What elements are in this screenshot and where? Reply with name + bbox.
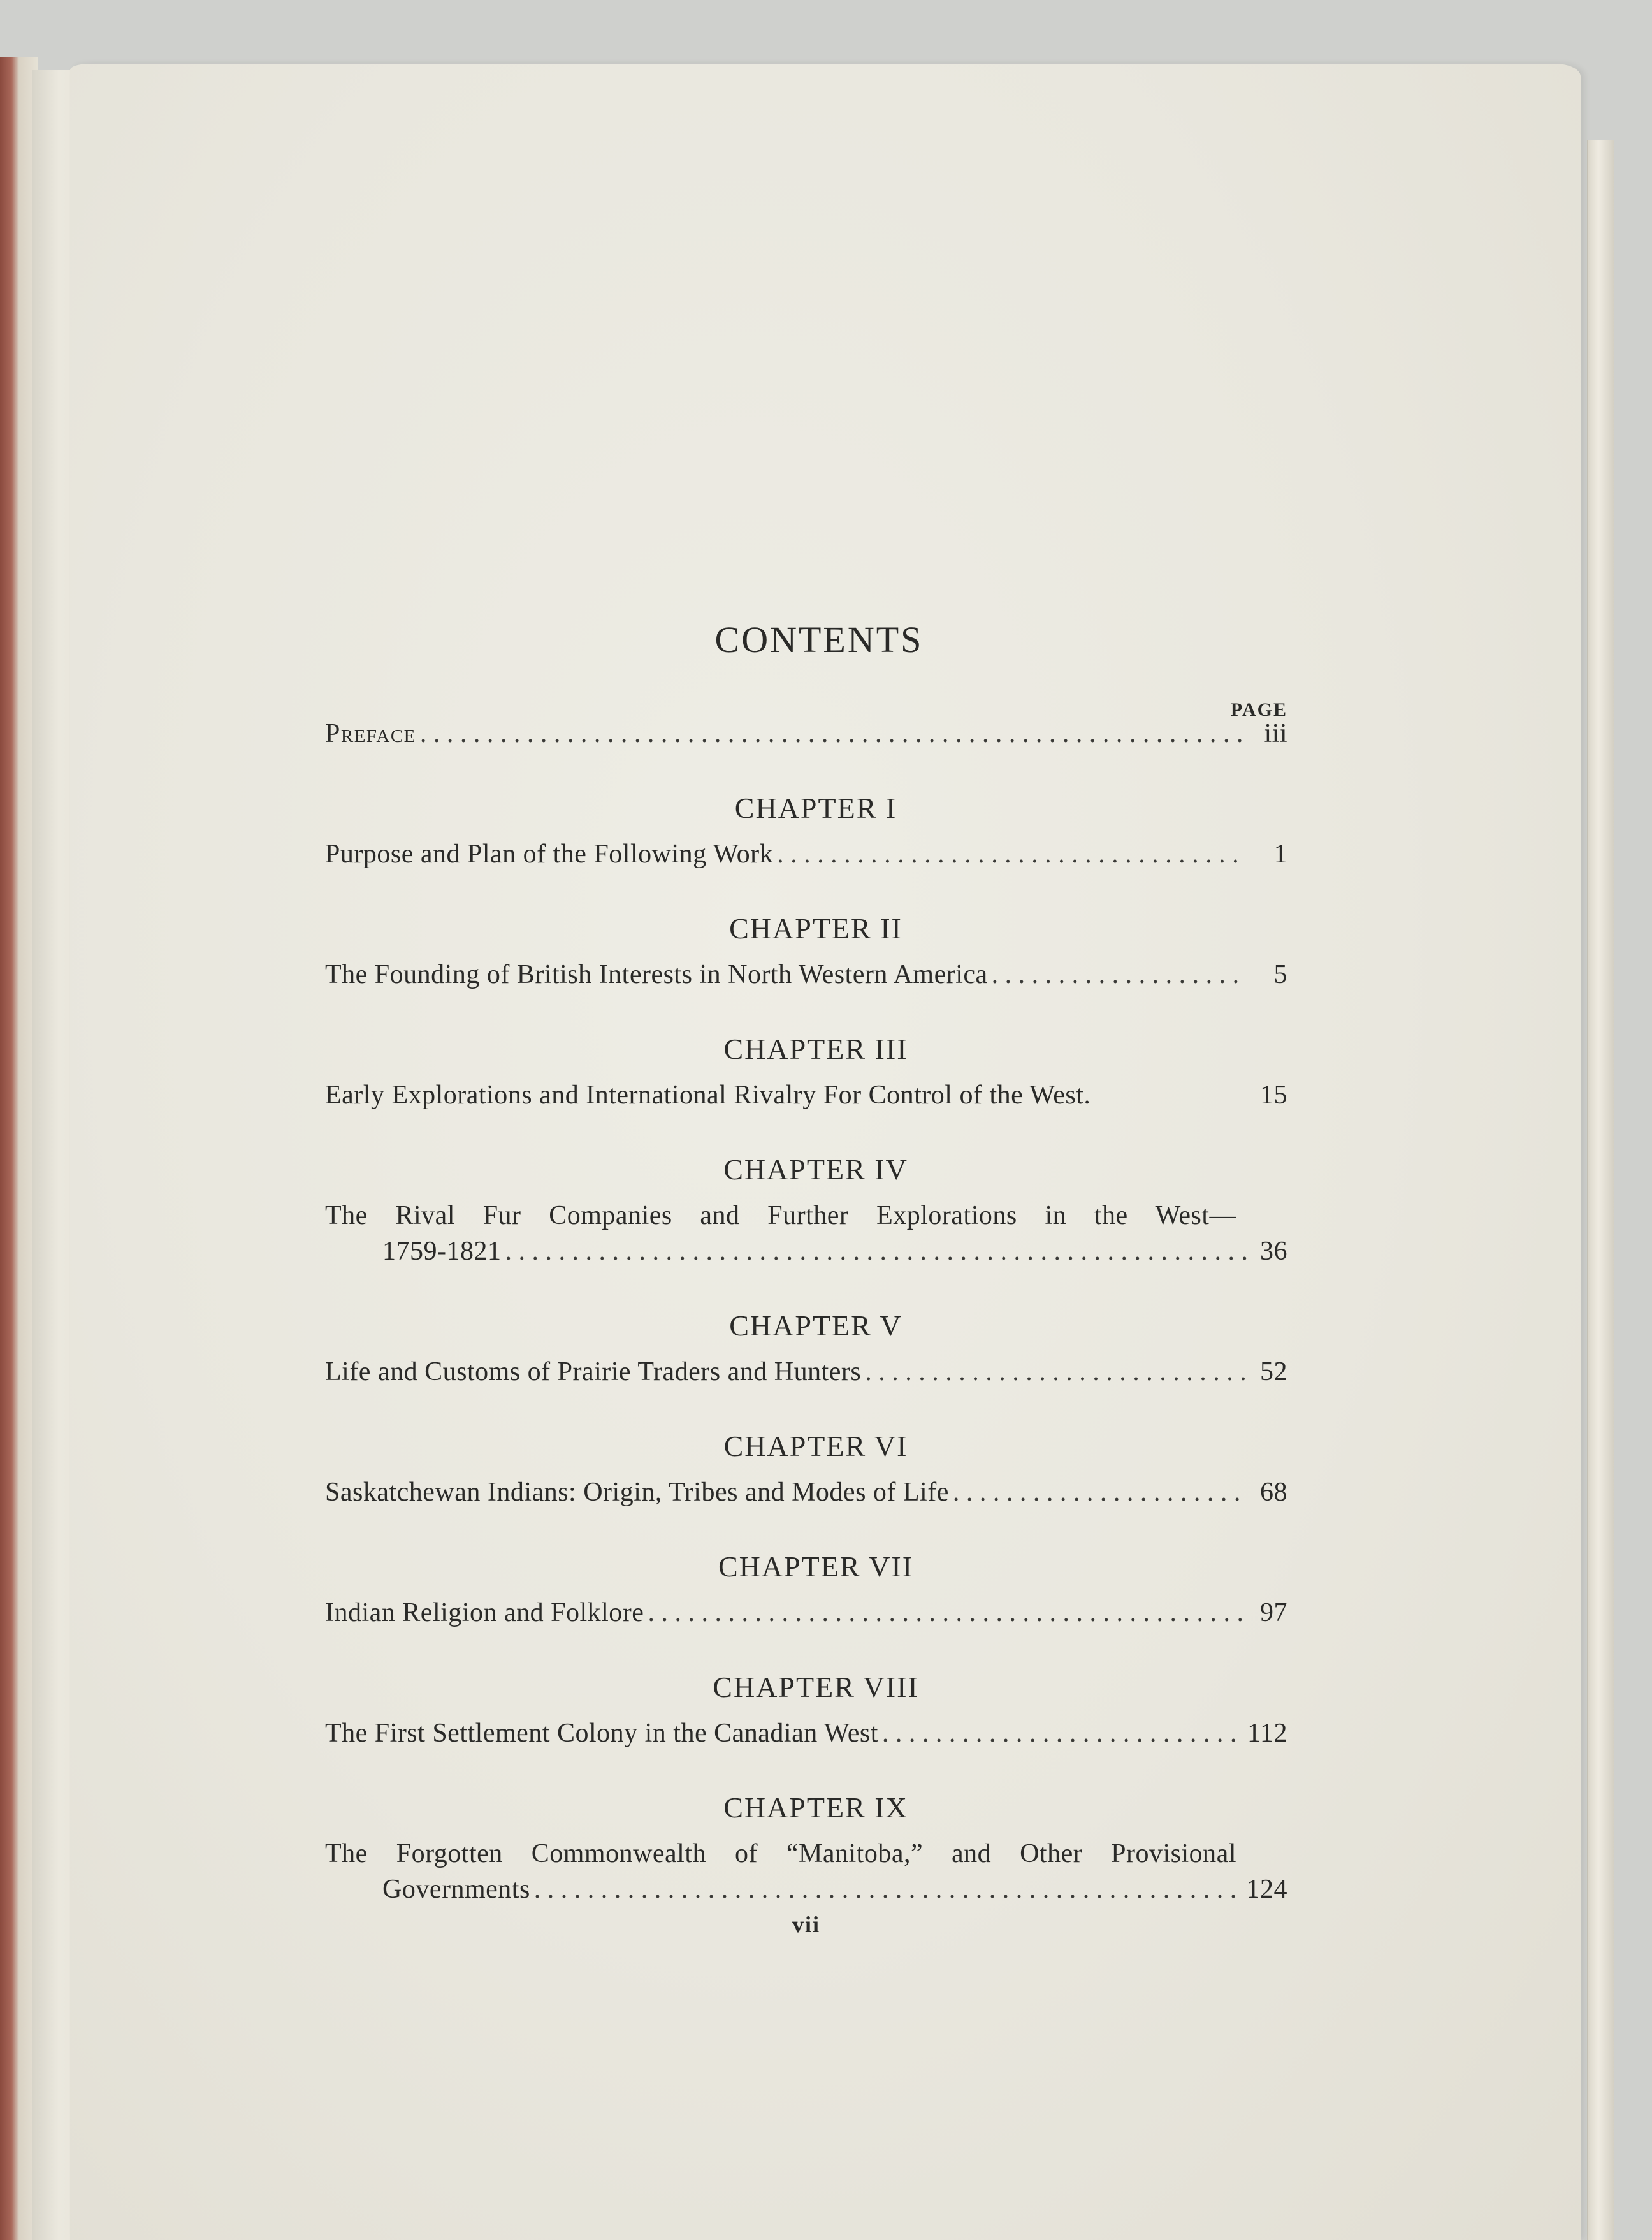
- dot-leader: [777, 836, 1247, 872]
- page-edges: [1587, 140, 1614, 2240]
- toc-entry: [325, 1354, 1287, 1390]
- toc-entry-label: Life and Customs of Prairie Traders and Hunters: [325, 1357, 862, 1386]
- toc-entry-label: Purpose and Plan of the Following Work: [325, 840, 774, 869]
- toc-page-number: 52: [1260, 1357, 1287, 1386]
- toc-chapter-5: [325, 1309, 1287, 1390]
- toc-page-number: 36: [1260, 1237, 1287, 1266]
- dot-leader: [992, 957, 1247, 993]
- chapter-heading: CHAPTER IV: [723, 1153, 908, 1186]
- chapter-heading: CHAPTER VII: [718, 1550, 914, 1583]
- toc-entry: [325, 1595, 1287, 1631]
- dot-leader: [648, 1595, 1247, 1631]
- dot-leader: [420, 716, 1247, 752]
- dot-leader: [534, 1872, 1238, 1907]
- contents-section: [325, 618, 1287, 1938]
- toc-page-number: iii: [1264, 719, 1287, 748]
- page-column-header: PAGE: [1230, 699, 1287, 720]
- toc-entry: [325, 1474, 1287, 1510]
- toc-entry-label-line1: The Forgotten Commonwealth of “Manitoba,” and Other Provisional: [325, 1839, 1236, 1868]
- toc-entry: [325, 1715, 1287, 1751]
- book-page: [70, 64, 1581, 2240]
- chapter-heading: CHAPTER VIII: [713, 1671, 919, 1703]
- toc-entry-label-line2: 1759-1821: [382, 1237, 502, 1266]
- toc-chapter-9: [325, 1791, 1287, 1907]
- dot-leader: [865, 1354, 1247, 1390]
- toc-chapter-2: [325, 912, 1287, 993]
- toc-entry-label: The Founding of British Interests in North Western America: [325, 960, 988, 989]
- toc-page-number: 1: [1273, 840, 1287, 869]
- toc-entry-label-line2: Governments: [382, 1875, 530, 1904]
- toc-entry: [325, 957, 1287, 993]
- toc-chapter-8: [325, 1670, 1287, 1751]
- toc-entry-label: Indian Religion and Folklore: [325, 1598, 644, 1627]
- chapter-heading: CHAPTER II: [729, 912, 902, 945]
- chapter-heading: CHAPTER V: [729, 1309, 902, 1342]
- toc-entry-label: Saskatchewan Indians: Origin, Tribes and Modes of Life: [325, 1478, 949, 1507]
- toc-chapter-1: [325, 791, 1287, 872]
- toc-page-number: 124: [1246, 1875, 1287, 1904]
- toc-entry-label: Early Explorations and International Rivalry For Control of the West.: [325, 1080, 1091, 1110]
- page-folio: vii: [792, 1912, 820, 1937]
- toc-chapter-3: [325, 1032, 1287, 1113]
- dot-leader: [953, 1474, 1247, 1510]
- toc-entry: [325, 1077, 1287, 1113]
- toc-entry-preface: [325, 716, 1287, 752]
- toc-entry: [325, 1836, 1287, 1907]
- chapter-heading: CHAPTER IX: [723, 1791, 908, 1824]
- page-title: CONTENTS: [714, 619, 924, 660]
- dot-leader: [505, 1233, 1247, 1269]
- toc-page-number: 112: [1247, 1719, 1287, 1748]
- toc-entry: [325, 1198, 1287, 1269]
- toc-entry-label: The First Settlement Colony in the Canadian West: [325, 1719, 878, 1748]
- toc-page-number: 5: [1273, 960, 1287, 989]
- toc-entry-label: Preface: [325, 719, 416, 748]
- chapter-heading: CHAPTER III: [723, 1033, 908, 1065]
- toc-chapter-7: [325, 1550, 1287, 1631]
- chapter-heading: CHAPTER VI: [723, 1430, 908, 1462]
- toc-page-number: 68: [1260, 1478, 1287, 1507]
- toc-entry: [325, 836, 1287, 872]
- toc-entry-label-line1: The Rival Fur Companies and Further Explorations in the West—: [325, 1201, 1236, 1230]
- toc-chapter-4: [325, 1153, 1287, 1269]
- dot-leader: [882, 1715, 1238, 1751]
- toc-page-number: 97: [1260, 1598, 1287, 1627]
- chapter-heading: CHAPTER I: [734, 792, 897, 824]
- toc-page-number: 15: [1260, 1080, 1287, 1110]
- toc-chapter-6: [325, 1429, 1287, 1510]
